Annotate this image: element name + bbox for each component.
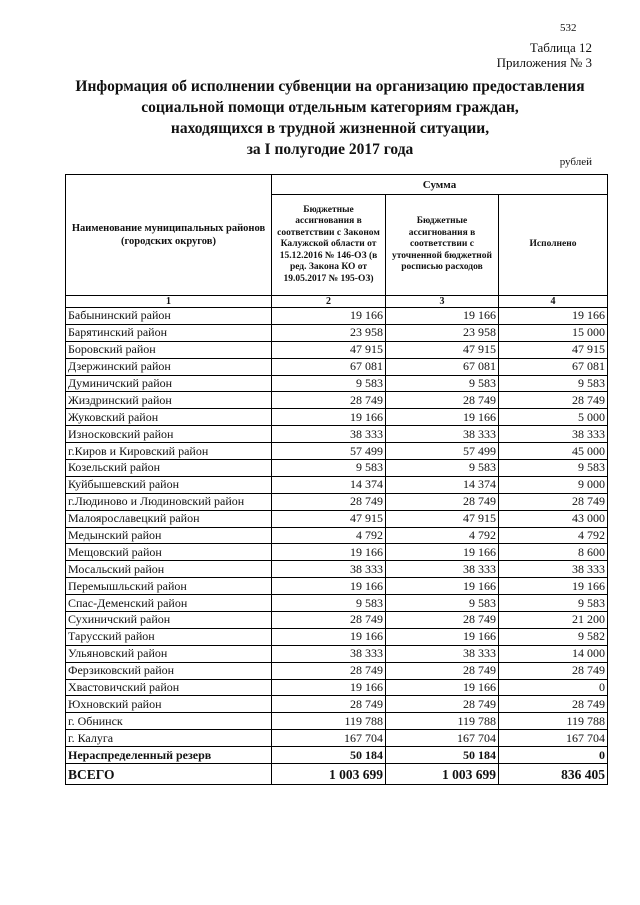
budget-refined-value: 19 166 xyxy=(386,544,499,561)
budget-law-value: 28 749 xyxy=(272,493,386,510)
budget-law-value: 28 749 xyxy=(272,392,386,409)
district-name: г. Калуга xyxy=(66,730,272,747)
budget-refined-value: 47 915 xyxy=(386,510,499,527)
district-name: Хвастовичский район xyxy=(66,679,272,696)
executed-value: 8 600 xyxy=(499,544,608,561)
budget-law-value: 19 166 xyxy=(272,679,386,696)
budget-law-value: 19 166 xyxy=(272,578,386,595)
table-row xyxy=(66,358,608,375)
title-line-3: находящихся в трудной жизненной ситуации, xyxy=(170,120,490,137)
district-name: Бабынинский район xyxy=(66,308,272,325)
district-name: Ферзиковский район xyxy=(66,662,272,679)
executed-value: 5 000 xyxy=(499,409,608,426)
district-name: Барятинский район xyxy=(66,324,272,341)
document-title xyxy=(60,76,600,160)
executed-value: 47 915 xyxy=(499,341,608,358)
budget-law-value: 28 749 xyxy=(272,612,386,629)
executed-value: 14 000 xyxy=(499,645,608,662)
table-row xyxy=(66,341,608,358)
units-label: рублей xyxy=(559,156,592,168)
table-row xyxy=(66,595,608,612)
district-name: Дзержинский район xyxy=(66,358,272,375)
table-row xyxy=(66,612,608,629)
table-row xyxy=(66,392,608,409)
column-number-2: 2 xyxy=(272,296,386,308)
total-row xyxy=(66,764,608,785)
budget-law-value: 57 499 xyxy=(272,443,386,460)
budget-refined-value: 19 166 xyxy=(386,628,499,645)
column-number-4: 4 xyxy=(499,296,608,308)
executed-value: 28 749 xyxy=(499,662,608,679)
total-name: ВСЕГО xyxy=(66,764,272,785)
budget-law-value: 19 166 xyxy=(272,628,386,645)
budget-refined-value: 28 749 xyxy=(386,696,499,713)
district-name: г.Киров и Кировский район xyxy=(66,443,272,460)
total-executed: 836 405 xyxy=(499,764,608,785)
budget-refined-value: 167 704 xyxy=(386,730,499,747)
executed-value: 9 583 xyxy=(499,595,608,612)
executed-value: 67 081 xyxy=(499,358,608,375)
title-line-4: за I полугодие 2017 года xyxy=(246,141,414,158)
budget-refined-value: 4 792 xyxy=(386,527,499,544)
executed-value: 21 200 xyxy=(499,612,608,629)
reserve-executed: 0 xyxy=(499,747,608,764)
executed-value: 167 704 xyxy=(499,730,608,747)
budget-refined-value: 9 583 xyxy=(386,460,499,477)
district-name: г. Обнинск xyxy=(66,713,272,730)
table-row xyxy=(66,628,608,645)
executed-value: 45 000 xyxy=(499,443,608,460)
executed-value: 38 333 xyxy=(499,426,608,443)
executed-value: 28 749 xyxy=(499,493,608,510)
budget-law-value: 23 958 xyxy=(272,324,386,341)
budget-law-value: 9 583 xyxy=(272,375,386,392)
executed-value: 19 166 xyxy=(499,578,608,595)
district-name: Куйбышевский район xyxy=(66,476,272,493)
table-row xyxy=(66,308,608,325)
budget-law-value: 28 749 xyxy=(272,662,386,679)
table-row xyxy=(66,493,608,510)
total-budget-refined: 1 003 699 xyxy=(386,764,499,785)
table-row xyxy=(66,730,608,747)
table-row xyxy=(66,544,608,561)
reserve-name: Нераспределенный резерв xyxy=(66,747,272,764)
district-name: Жуковский район xyxy=(66,409,272,426)
budget-law-value: 167 704 xyxy=(272,730,386,747)
district-name: Износковский район xyxy=(66,426,272,443)
budget-law-value: 4 792 xyxy=(272,527,386,544)
budget-law-value: 67 081 xyxy=(272,358,386,375)
table-row xyxy=(66,527,608,544)
executed-value: 19 166 xyxy=(499,308,608,325)
executed-value: 9 000 xyxy=(499,476,608,493)
budget-refined-value: 38 333 xyxy=(386,645,499,662)
budget-refined-value: 19 166 xyxy=(386,578,499,595)
column-header-budget-law: Бюджетные ассигнования в соответствии с Законом Калужской области от 15.12.2016 № 146-ОЗ (в ред. Закона КО от 19.05.2017 № 195-ОЗ) xyxy=(272,195,386,296)
budget-refined-value: 28 749 xyxy=(386,493,499,510)
table-row xyxy=(66,443,608,460)
district-name: Тарусский район xyxy=(66,628,272,645)
table-row xyxy=(66,476,608,493)
table-row xyxy=(66,645,608,662)
title-line-2: социальной помощи отдельным категориям граждан, xyxy=(141,99,519,116)
executed-value: 28 749 xyxy=(499,696,608,713)
executed-value: 38 333 xyxy=(499,561,608,578)
budget-refined-value: 19 166 xyxy=(386,409,499,426)
district-name: г.Людиново и Людиновский район xyxy=(66,493,272,510)
budget-law-value: 9 583 xyxy=(272,595,386,612)
budget-law-value: 19 166 xyxy=(272,409,386,426)
table-row xyxy=(66,679,608,696)
table-row xyxy=(66,324,608,341)
executed-value: 28 749 xyxy=(499,392,608,409)
district-name: Мещовский район xyxy=(66,544,272,561)
budget-refined-value: 38 333 xyxy=(386,426,499,443)
budget-law-value: 19 166 xyxy=(272,544,386,561)
district-name: Юхновский район xyxy=(66,696,272,713)
table-row xyxy=(66,409,608,426)
district-name: Спас-Деменский район xyxy=(66,595,272,612)
district-name: Козельский район xyxy=(66,460,272,477)
budget-refined-value: 9 583 xyxy=(386,595,499,612)
reserve-budget-refined: 50 184 xyxy=(386,747,499,764)
column-header-name: Наименование муниципальных районов (городских округов) xyxy=(66,175,272,296)
table-number: Таблица 12 xyxy=(529,40,592,55)
district-name: Мосальский район xyxy=(66,561,272,578)
executed-value: 9 583 xyxy=(499,375,608,392)
table-row xyxy=(66,696,608,713)
district-name: Перемышльский район xyxy=(66,578,272,595)
budget-refined-value: 19 166 xyxy=(386,308,499,325)
title-line-1: Информация об исполнении субвенции на организацию предоставления xyxy=(75,78,585,95)
table-row xyxy=(66,510,608,527)
table-row xyxy=(66,375,608,392)
budget-refined-value: 23 958 xyxy=(386,324,499,341)
budget-refined-value: 14 374 xyxy=(386,476,499,493)
column-number-3: 3 xyxy=(386,296,499,308)
budget-refined-value: 19 166 xyxy=(386,679,499,696)
budget-refined-value: 28 749 xyxy=(386,612,499,629)
subvention-table xyxy=(65,174,608,785)
budget-refined-value: 119 788 xyxy=(386,713,499,730)
appendix-number: Приложения № 3 xyxy=(496,55,592,70)
district-name: Думиничский район xyxy=(66,375,272,392)
budget-law-value: 19 166 xyxy=(272,308,386,325)
budget-law-value: 38 333 xyxy=(272,645,386,662)
budget-law-value: 47 915 xyxy=(272,341,386,358)
budget-refined-value: 28 749 xyxy=(386,392,499,409)
budget-law-value: 9 583 xyxy=(272,460,386,477)
budget-law-value: 119 788 xyxy=(272,713,386,730)
district-name: Сухиничский район xyxy=(66,612,272,629)
executed-value: 9 582 xyxy=(499,628,608,645)
district-name: Малоярославецкий район xyxy=(66,510,272,527)
budget-refined-value: 57 499 xyxy=(386,443,499,460)
table-reference xyxy=(497,40,592,70)
column-number-1: 1 xyxy=(66,296,272,308)
reserve-budget-law: 50 184 xyxy=(272,747,386,764)
column-header-executed: Исполнено xyxy=(499,195,608,296)
executed-value: 0 xyxy=(499,679,608,696)
table-row xyxy=(66,426,608,443)
table-row xyxy=(66,460,608,477)
table-row xyxy=(66,662,608,679)
budget-refined-value: 9 583 xyxy=(386,375,499,392)
executed-value: 9 583 xyxy=(499,460,608,477)
budget-law-value: 47 915 xyxy=(272,510,386,527)
district-name: Боровский район xyxy=(66,341,272,358)
table-row xyxy=(66,578,608,595)
executed-value: 4 792 xyxy=(499,527,608,544)
budget-refined-value: 38 333 xyxy=(386,561,499,578)
budget-law-value: 38 333 xyxy=(272,426,386,443)
page-number: 532 xyxy=(560,22,577,34)
budget-law-value: 38 333 xyxy=(272,561,386,578)
column-header-sum: Сумма xyxy=(272,175,608,195)
total-budget-law: 1 003 699 xyxy=(272,764,386,785)
column-header-budget-refined: Бюджетные ассигнования в соответствии с уточненной бюджетной росписью расходов xyxy=(386,195,499,296)
budget-law-value: 28 749 xyxy=(272,696,386,713)
district-name: Ульяновский район xyxy=(66,645,272,662)
executed-value: 15 000 xyxy=(499,324,608,341)
table-body xyxy=(66,308,608,785)
budget-law-value: 14 374 xyxy=(272,476,386,493)
table-row xyxy=(66,561,608,578)
table-row xyxy=(66,713,608,730)
executed-value: 43 000 xyxy=(499,510,608,527)
district-name: Жиздринский район xyxy=(66,392,272,409)
budget-refined-value: 67 081 xyxy=(386,358,499,375)
executed-value: 119 788 xyxy=(499,713,608,730)
reserve-row xyxy=(66,747,608,764)
budget-refined-value: 28 749 xyxy=(386,662,499,679)
budget-refined-value: 47 915 xyxy=(386,341,499,358)
district-name: Медынский район xyxy=(66,527,272,544)
